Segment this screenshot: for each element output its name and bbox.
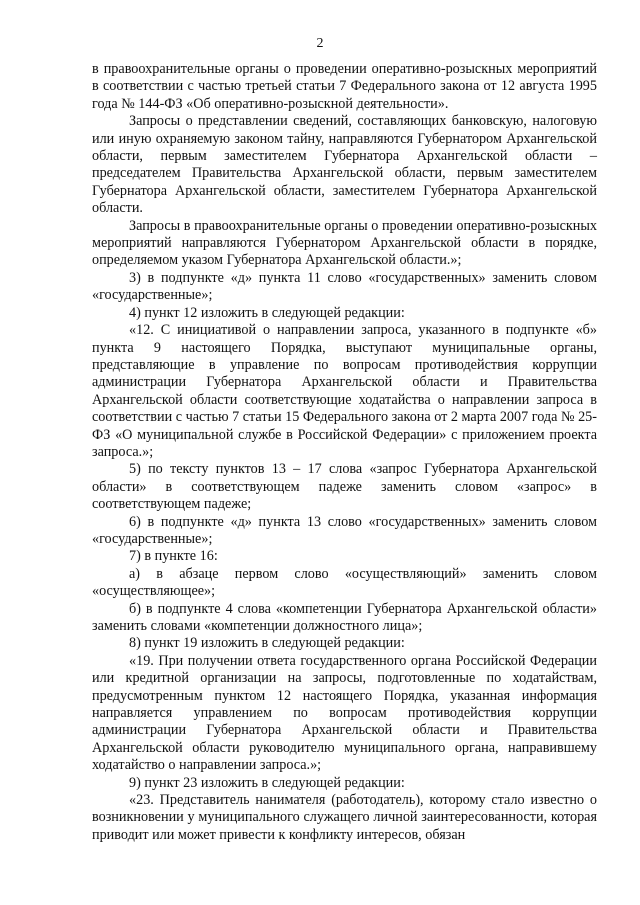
item-6: 6) в подпункте «д» пункта 13 слово «государственных» заменить словом «государственные»; (92, 513, 597, 547)
quoted-point-19: «19. При получении ответа государственного органа Российской Федерации или кредитной организации на запросы, подготовленные по ходатайствам, предусмотренным пунктом 12 настоящего Порядка, указанная информация направляется управлением по вопросам противодействия коррупции администрации Губернатора Архангельской области и Правительства Архангельской области руководителю муниципального органа, направившему ходатайство о направлении запроса.»; (92, 652, 597, 774)
paragraph-bank-secrets: Запросы о представлении сведений, составляющих банковскую, налоговую или иную охраняемую законом тайну, направляются Губернатором Архангельской области, первым заместителем Губернатора Архангельской области – председателем Правительства Архангельской области, первым заместителем Губернатора Архангельской области, заместителем Губернатора Архангельской области. (92, 113, 597, 217)
item-9: 9) пункт 23 изложить в следующей редакции: (129, 774, 405, 791)
quoted-point-23: «23. Представитель нанимателя (работодатель), которому стало известно о возникновении у муниципального служащего личной заинтересованности, которая приводит или может привести к конфликту интересов, обязан (92, 792, 597, 843)
item-7: 7) в пункте 16: (129, 548, 218, 565)
paragraph-law-enforcement: Запросы в правоохранительные органы о проведении оперативно-розыскных мероприятий направляются Губернатором Архангельской области в порядке, определяемом указом Губернатора Архангельской области.»; (92, 217, 597, 269)
item-7b: б) в подпункте 4 слова «компетенции Губернатора Архангельской области» заменить словами «компетенции должностного лица»; (92, 600, 597, 634)
paragraph-continuation: в правоохранительные органы о проведении оперативно-розыскных мероприятий в соответствии с частью третьей статьи 7 Федерального закона от 12 августа 1995 года № 144-ФЗ «Об оперативно-розыскной деятельности». (92, 61, 597, 112)
document-body (92, 61, 597, 844)
item-4: 4) пункт 12 изложить в следующей редакции: (129, 304, 405, 321)
item-3: 3) в подпункте «д» пункта 11 слово «государственных» заменить словом «государственные»; (92, 269, 597, 304)
item-8: 8) пункт 19 изложить в следующей редакции: (129, 635, 405, 652)
page-number: 2 (316, 36, 324, 51)
item-7a: а) в абзаце первом слово «осуществляющий» заменить словом «осуществляющее»; (92, 565, 597, 600)
item-5: 5) по тексту пунктов 13 – 17 слова «запрос Губернатора Архангельской области» в соответствующем падеже заменить словом «запрос» в соответствующем падеже; (92, 461, 597, 513)
quoted-point-12: «12. С инициативой о направлении запроса, указанного в подпункте «б» пункта 9 настоящего Порядка, выступают муниципальные органы, представляющие в управление по вопросам противодействия коррупции администрации Губернатора Архангельской области и Правительства Архангельской области соответствующие ходатайства о направлении запроса в соответствии с частью 7 статьи 15 Федерального закона от 2 марта 2007 года № 25-ФЗ «О муниципальной службе в Российской Федерации» с приложением проекта запроса.»; (92, 322, 597, 460)
